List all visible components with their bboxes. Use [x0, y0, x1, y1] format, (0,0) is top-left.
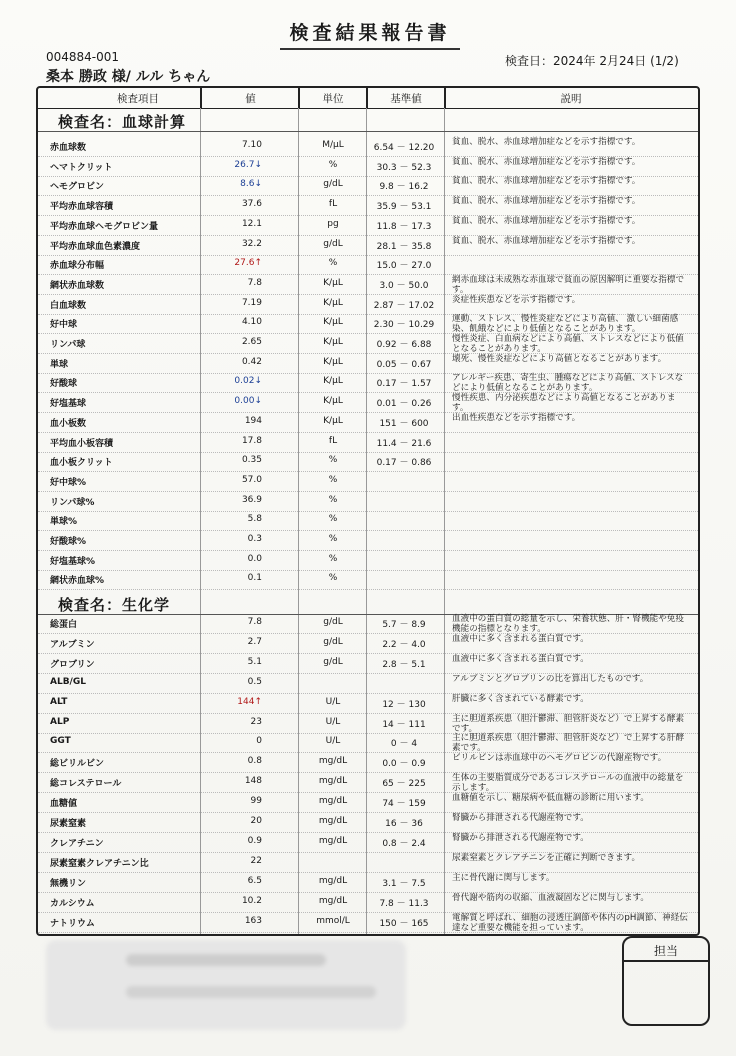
item-ref: 16 － 36	[385, 819, 423, 829]
result-row	[0, 531, 736, 549]
item-unit: %	[328, 514, 338, 525]
item-name: 好酸球	[50, 379, 78, 390]
result-row	[0, 373, 736, 394]
item-value: 37.6	[241, 199, 262, 210]
item-value: 8.6↓	[240, 179, 262, 190]
result-row	[0, 314, 736, 335]
item-name: 血小板数	[50, 418, 87, 429]
item-name: 単球%	[50, 517, 78, 528]
result-row	[0, 196, 736, 214]
item-value: 144↑	[237, 696, 262, 707]
result-row	[0, 674, 736, 692]
item-unit: fL	[328, 435, 338, 446]
item-value: 12.1	[241, 218, 262, 229]
item-value: 7.8	[247, 617, 262, 627]
item-name: 総蛋白	[50, 620, 78, 630]
item-value: 27.6↑	[234, 258, 262, 269]
item-desc: ビリルビンは赤血球中のヘモグロビンの代謝産物です。	[452, 753, 667, 764]
item-name: 無機リン	[50, 878, 87, 889]
item-name: 網状赤血球%	[50, 576, 105, 587]
item-name: ALB/GL	[50, 676, 86, 687]
item-ref: 6.54 － 12.20	[373, 143, 435, 153]
item-value: 32.2	[241, 238, 262, 249]
item-value: 2.7	[247, 636, 262, 647]
item-ref: 9.8 － 16.2	[379, 182, 429, 193]
item-value: 0.42	[241, 356, 262, 367]
result-row	[0, 354, 736, 372]
item-unit: M/μL	[322, 140, 344, 150]
item-value: 0.00↓	[234, 396, 262, 407]
item-value: 0.0	[247, 553, 262, 564]
item-ref: 2.87 － 17.02	[373, 300, 435, 311]
result-row	[0, 570, 736, 588]
item-desc: 血糖値を示し、糖尿病や低血糖の診断に用います。	[452, 793, 649, 804]
item-ref: 0.8 － 2.4	[382, 838, 426, 849]
header-divider	[366, 88, 368, 108]
item-value: 0.3	[247, 534, 262, 544]
item-name: 平均赤血球血色素濃度	[50, 241, 141, 252]
item-value: 17.8	[241, 435, 262, 446]
item-ref: 15.0 － 27.0	[376, 261, 432, 272]
result-row	[0, 236, 736, 254]
result-row	[0, 295, 736, 313]
item-ref: 0.01 － 0.26	[376, 399, 432, 410]
item-value: 6.5	[247, 875, 262, 886]
item-desc: 肝臓に多く含まれている酵素です。	[452, 693, 589, 704]
item-name: 尿素窒素	[50, 819, 87, 829]
item-desc: 貧血、脱水、赤血球増加症などを示す指標です。	[452, 156, 641, 167]
result-row	[0, 255, 736, 273]
column-header-row	[38, 88, 698, 109]
item-unit: mg/dL	[318, 835, 348, 846]
result-row	[0, 733, 736, 754]
item-value: 10.2	[241, 895, 262, 906]
item-name: 好中球%	[50, 477, 87, 488]
item-name: ヘマトクリット	[50, 162, 113, 173]
item-desc: 網赤血球は未成熟な赤血球で貧血の原因解明に重要な指標です。	[452, 274, 685, 295]
item-ref: 11.4 － 21.6	[376, 438, 432, 449]
result-row	[0, 634, 736, 652]
item-name: 赤血球分布幅	[50, 261, 105, 272]
stamp-label: 担当	[653, 944, 678, 958]
item-value: 7.8	[247, 277, 262, 288]
item-name: 平均赤血球ヘモグロビン量	[50, 221, 159, 232]
result-row	[0, 873, 736, 891]
item-ref: 2.30 － 10.29	[373, 320, 435, 331]
item-desc: 運動、ストレス、慢性炎症などにより高値、 激しい細菌感染、飢餓などにより低値となることがあります。	[452, 314, 679, 335]
item-unit: %	[328, 258, 338, 269]
item-desc: 貧血、脱水、赤血球増加症などを示す指標です。	[452, 176, 641, 187]
item-ref: 2.8 － 5.1	[382, 659, 426, 670]
item-ref: 150 － 165	[379, 918, 429, 929]
item-ref: 151 － 600	[379, 418, 429, 429]
item-name: 単球	[50, 359, 69, 370]
item-desc: 腎臓から排泄される代謝産物です。	[452, 813, 589, 823]
patient-name: 桑本 勝政 様/ ルル ちゃん	[46, 69, 211, 85]
item-ref: 7.8 － 11.3	[379, 898, 429, 909]
item-name: 網状赤血球数	[50, 280, 105, 291]
result-row	[0, 753, 736, 771]
item-value: 7.19	[241, 297, 262, 308]
item-desc: アルブミンとグロブリンの比を算出したものです。	[452, 673, 649, 684]
item-name: ALT	[50, 696, 68, 707]
item-desc: 慢性疾患、内分泌疾患などにより高値となることがあります。	[452, 393, 676, 414]
item-desc: 腎臓から排泄される代謝産物です。	[452, 832, 589, 843]
item-desc: 壊死、慢性炎症などにより高値となることがあります。	[452, 353, 667, 364]
item-unit: %	[328, 573, 338, 584]
item-desc: 慢性炎症、白血病などにより高値、ストレスなどにより低値となることがあります。	[452, 334, 684, 354]
item-unit: K/μL	[323, 337, 343, 347]
column-unit: 単位	[322, 93, 344, 105]
item-desc: 尿素窒素とクレアチニンを正確に判断できます。	[452, 852, 641, 863]
item-unit: mg/dL	[318, 895, 348, 906]
item-unit: %	[328, 553, 338, 564]
item-ref: 35.9 － 53.1	[376, 202, 432, 213]
item-name: 好塩基球	[50, 399, 87, 410]
item-value: 0	[256, 736, 262, 747]
item-value: 22	[250, 855, 262, 866]
item-desc: 血液中に多く含まれる蛋白質です。	[452, 633, 589, 644]
item-ref: 0.92 － 6.88	[376, 340, 432, 350]
section-title-cbc: 検査名：血球計算	[58, 113, 187, 131]
item-ref: 28.1 － 35.8	[376, 241, 432, 252]
result-row	[0, 216, 736, 234]
item-value: 0.5	[247, 676, 262, 687]
item-ref: 0 － 4	[390, 739, 418, 750]
item-value: 0.8	[247, 756, 262, 767]
item-ref: 5.7 － 8.9	[382, 620, 426, 630]
item-name: 平均赤血球容積	[50, 202, 114, 213]
item-value: 0.1	[247, 573, 262, 584]
item-value: 194	[244, 415, 262, 426]
item-name: 血糖値	[50, 799, 78, 810]
item-name: クレアチニン	[50, 838, 104, 849]
item-unit: g/dL	[323, 238, 343, 249]
item-name: 好塩基球%	[50, 556, 96, 567]
item-ref: 0.17 － 0.86	[376, 458, 432, 469]
result-row	[0, 793, 736, 811]
item-desc: 血液中の蛋白質の総量を示し、栄養状態、肝・腎機能や免疫機能の指標となります。	[452, 614, 685, 634]
item-ref: 65 － 225	[382, 779, 426, 790]
item-unit: g/dL	[323, 636, 343, 647]
item-unit: K/μL	[323, 396, 343, 407]
header-divider	[298, 88, 300, 108]
item-name: カルシウム	[50, 898, 95, 909]
item-ref: 11.8 － 17.3	[376, 221, 432, 232]
result-row	[0, 393, 736, 414]
item-unit: g/dL	[323, 179, 343, 190]
item-unit: %	[328, 474, 338, 485]
exam-date: 検査日：2024年 2月24日 (1/2)	[505, 54, 679, 68]
item-desc: 主に骨代謝に関与します。	[452, 872, 555, 883]
result-row	[0, 913, 736, 931]
header-divider	[444, 88, 446, 108]
item-unit: U/L	[325, 736, 341, 747]
item-unit: mg/dL	[318, 816, 348, 826]
item-name: 総ビリルビン	[50, 759, 105, 770]
item-value: 36.9	[241, 494, 262, 505]
result-row	[0, 157, 736, 175]
result-row	[0, 773, 736, 794]
item-unit: mg/dL	[318, 776, 348, 787]
item-desc: アレルギー疾患、寄生虫、腫瘍などにより高値、ストレスなどにより低値となることがあります。	[452, 373, 684, 394]
item-ref: 2.2 － 4.0	[382, 639, 426, 650]
item-name: 赤血球数	[50, 143, 87, 153]
result-row	[0, 551, 736, 569]
result-row	[0, 492, 736, 510]
item-desc: 生体の主要脂質成分であるコレステロールの血液中の総量を示します。	[452, 773, 684, 794]
item-desc: 貧血、脱水、赤血球増加症などを示す指標です。	[452, 215, 641, 226]
item-desc: 出血性疾患などを示す指標です。	[452, 412, 581, 423]
item-name: 血小板クリット	[50, 458, 113, 469]
item-value: 5.1	[247, 656, 262, 667]
item-value: 0.9	[247, 835, 262, 846]
result-row	[0, 853, 736, 871]
item-value: 0.35	[241, 455, 262, 466]
item-name: グロブリン	[50, 659, 95, 670]
item-ref: 14 － 111	[382, 719, 426, 730]
column-desc: 説明	[560, 93, 582, 105]
result-row	[0, 452, 736, 470]
item-desc: 電解質と呼ばれ、細胞の浸透圧調節や体内のpH調節、神経伝達など重要な機能を担っています。	[452, 912, 688, 933]
item-value: 4.10	[241, 317, 262, 328]
item-name: ナトリウム	[50, 918, 95, 929]
item-ref: 74 － 159	[382, 799, 426, 810]
item-unit: mg/dL	[318, 875, 348, 886]
item-desc: 貧血、脱水、赤血球増加症などを示す指標です。	[452, 235, 641, 246]
item-unit: U/L	[325, 716, 341, 727]
item-unit: U/L	[325, 696, 341, 707]
item-desc: 骨代謝や筋肉の収縮、血液凝固などに関与します。	[452, 892, 649, 903]
item-unit: %	[328, 159, 338, 170]
section-divider	[38, 131, 698, 132]
result-row	[0, 275, 736, 293]
column-value: 値	[245, 93, 256, 105]
item-unit: %	[328, 455, 338, 466]
staff-stamp-box	[622, 936, 710, 1026]
result-row	[0, 714, 736, 732]
item-desc: 主に胆道系疾患（胆汁鬱滞、胆管肝炎など）で上昇する酵素です。	[452, 713, 685, 734]
item-unit: g/dL	[323, 617, 343, 627]
item-unit: mg/dL	[318, 796, 348, 807]
record-id: 004884-001	[46, 50, 120, 64]
item-ref: 0.17 － 1.57	[376, 379, 432, 390]
item-value: 148	[244, 776, 262, 787]
item-value: 0.02↓	[234, 376, 262, 387]
item-value: 7.10	[241, 140, 262, 150]
item-unit: K/μL	[323, 297, 343, 308]
column-item: 検査項目	[117, 93, 159, 105]
item-desc: 貧血、脱水、赤血球増加症などを示す指標です。	[452, 137, 641, 147]
item-name: 白血球数	[50, 300, 87, 311]
item-name: 尿素窒素クレアチニン比	[50, 858, 149, 869]
result-row	[0, 511, 736, 529]
item-value: 99	[250, 796, 262, 807]
item-value: 57.0	[241, 474, 262, 485]
result-row	[0, 654, 736, 672]
result-row	[0, 176, 736, 194]
item-unit: mmol/L	[316, 915, 350, 926]
item-value: 2.65	[241, 337, 262, 347]
item-unit: pg	[327, 218, 339, 229]
report-title: 検査結果報告書	[280, 18, 460, 50]
item-name: 好中球	[50, 320, 78, 331]
item-ref: 3.1 － 7.5	[382, 878, 426, 889]
item-ref: 0.0 － 0.9	[382, 759, 426, 770]
item-value: 23	[250, 716, 262, 727]
result-row	[0, 813, 736, 831]
item-name: ALP	[50, 716, 70, 727]
result-row	[0, 413, 736, 431]
item-unit: K/μL	[323, 277, 343, 288]
item-unit: fL	[328, 199, 338, 210]
result-row	[0, 137, 736, 155]
item-desc: 貧血、脱水、赤血球増加症などを示す指標です。	[452, 196, 641, 207]
item-unit: mg/dL	[318, 756, 348, 767]
item-name: リンパ球	[50, 340, 86, 350]
item-desc: 炎症性疾患などを示す指標です。	[452, 294, 581, 305]
item-name: ヘモグロビン	[50, 182, 105, 193]
clinic-info-blurred	[46, 940, 406, 1030]
item-name: リンパ球%	[50, 497, 95, 508]
result-row	[0, 694, 736, 712]
item-unit: %	[328, 534, 338, 544]
item-value: 20	[250, 816, 262, 826]
item-ref: 0.05 － 0.67	[376, 359, 432, 370]
item-value: 26.7↓	[234, 159, 262, 170]
item-desc: 血液中に多く含まれる蛋白質です。	[452, 653, 589, 664]
item-unit: g/dL	[323, 656, 343, 667]
item-ref: 3.0 － 50.0	[379, 280, 429, 291]
item-name: 平均血小板容積	[50, 438, 114, 449]
result-row	[0, 334, 736, 352]
item-unit: K/μL	[323, 415, 343, 426]
item-value: 163	[244, 915, 262, 926]
section-title-chem: 検査名：生化学	[58, 596, 171, 614]
item-unit: K/μL	[323, 356, 343, 367]
item-name: 好酸球%	[50, 537, 87, 547]
item-value: 5.8	[247, 514, 262, 525]
item-desc: 主に胆道系疾患（胆汁鬱滞、胆管肝炎など）で上昇する肝酵素です。	[452, 733, 685, 754]
item-unit: %	[328, 494, 338, 505]
result-row	[0, 433, 736, 451]
item-name: 総コレステロール	[50, 779, 122, 790]
item-name: GGT	[50, 736, 71, 747]
column-ref: 基準値	[390, 93, 422, 105]
item-unit: K/μL	[323, 376, 343, 387]
result-row	[0, 472, 736, 490]
header-divider	[200, 88, 202, 108]
result-row	[0, 893, 736, 911]
item-ref: 12 － 130	[382, 699, 426, 710]
result-row	[0, 614, 736, 632]
item-unit: K/μL	[323, 317, 343, 328]
item-ref: 30.3 － 52.3	[376, 162, 432, 173]
item-name: アルブミン	[50, 639, 95, 650]
result-row	[0, 833, 736, 851]
